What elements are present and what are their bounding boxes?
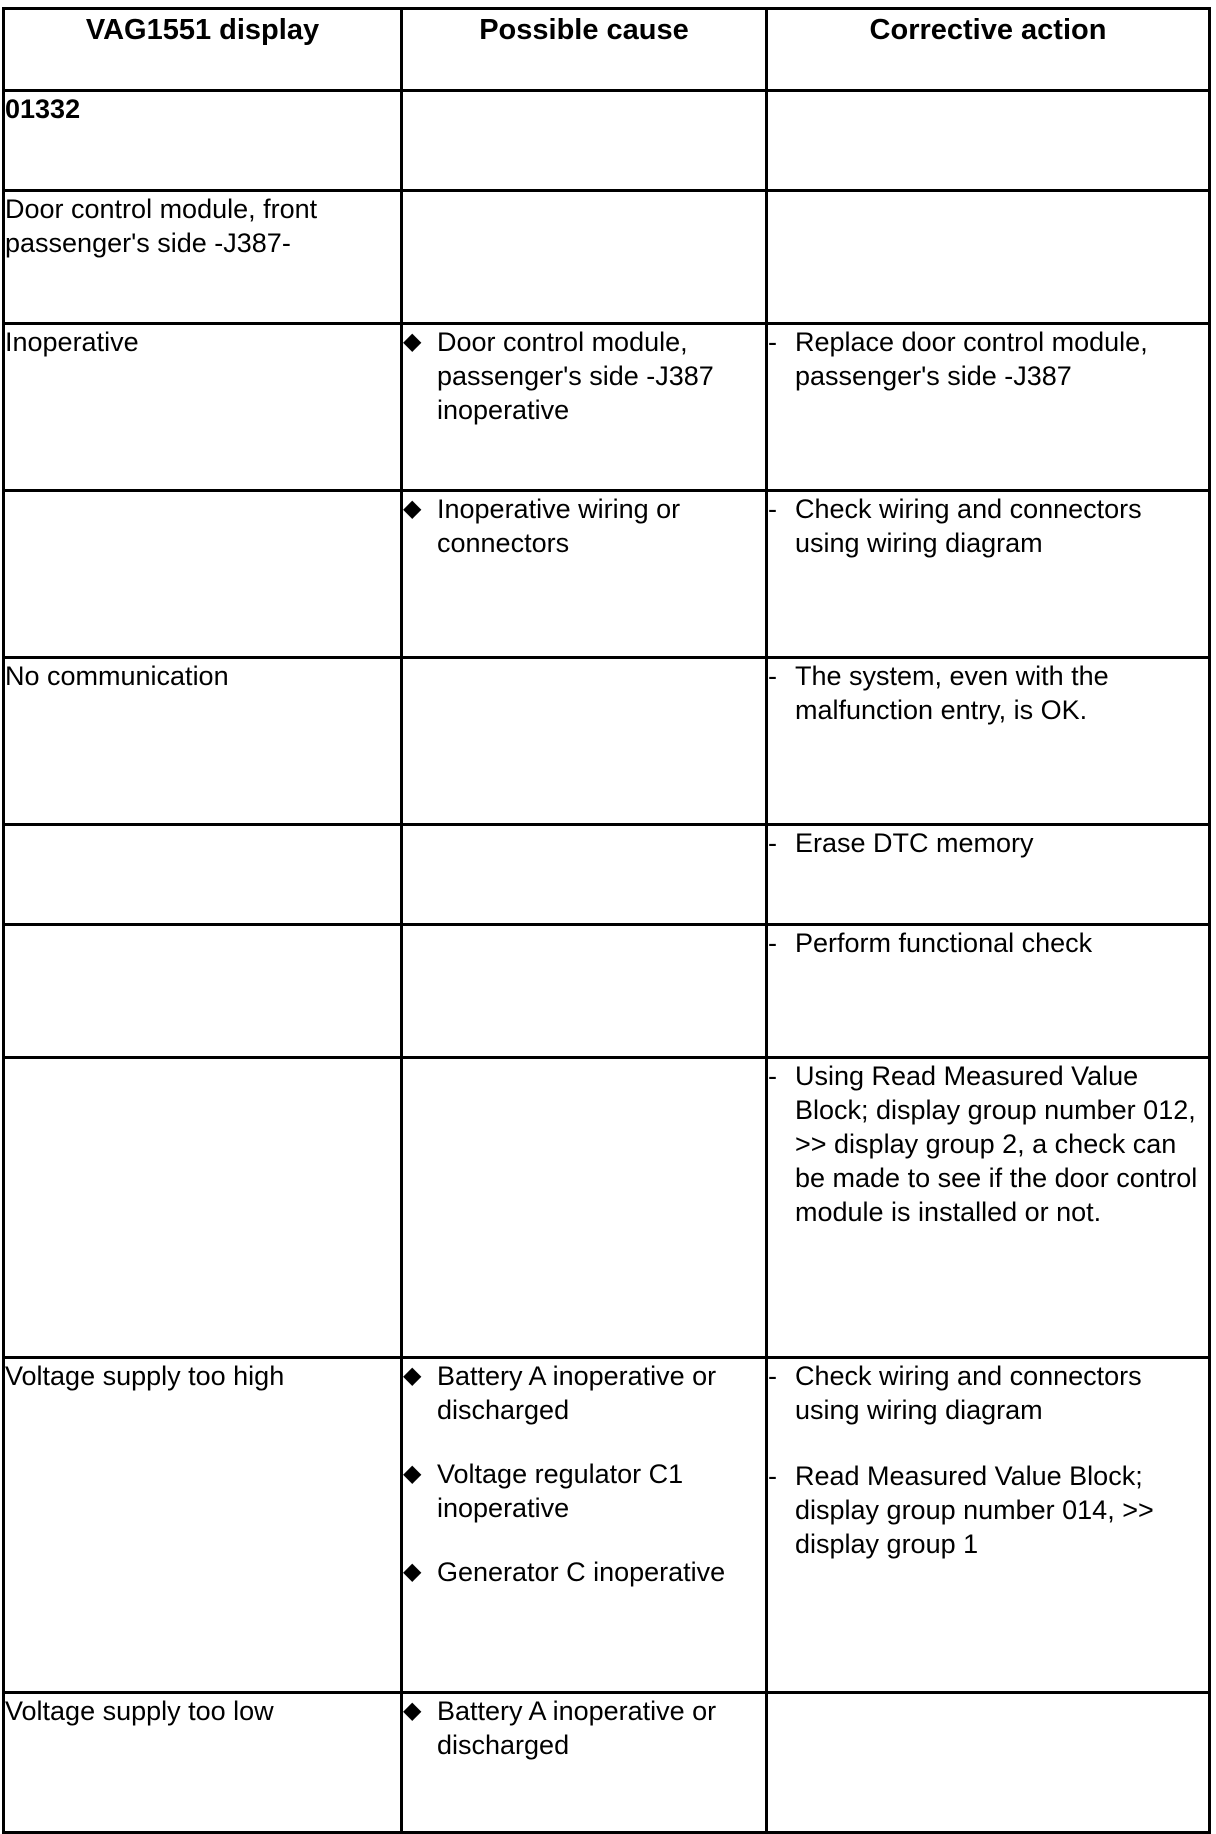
action-cell	[767, 925, 1210, 1058]
cause-item	[403, 325, 765, 427]
table-row	[4, 925, 1210, 1058]
cause-item	[403, 1555, 765, 1589]
black-diamond-icon: ◆	[403, 328, 422, 355]
display-cell	[4, 491, 402, 658]
action-text: The system, even with the malfunction entry, is OK.	[795, 661, 1109, 725]
cause-cell	[402, 91, 767, 191]
cause-cell	[402, 324, 767, 491]
cause-cell	[402, 925, 767, 1058]
black-diamond-icon: ◆	[403, 1362, 422, 1389]
display-text: Inoperative	[5, 327, 139, 357]
action-item	[768, 659, 1208, 727]
display-cell	[4, 1693, 402, 1833]
cause-cell	[402, 825, 767, 925]
cause-cell	[402, 1058, 767, 1358]
display-cell	[4, 324, 402, 491]
action-cell	[767, 191, 1210, 324]
action-item	[768, 1359, 1208, 1427]
action-cell	[767, 1058, 1210, 1358]
action-item	[768, 1059, 1208, 1229]
action-cell	[767, 658, 1210, 825]
display-text: No communication	[5, 661, 229, 691]
action-text: Check wiring and connectors using wiring diagram	[795, 494, 1142, 558]
dash-marker: -	[768, 494, 777, 524]
action-text: Read Measured Value Block; display group number 014, >> display group 1	[795, 1461, 1154, 1559]
header-possible-cause: Possible cause	[402, 9, 767, 91]
cause-text: Voltage regulator C1 inoperative	[437, 1459, 684, 1523]
cause-cell	[402, 1358, 767, 1693]
black-diamond-icon: ◆	[403, 1460, 422, 1487]
dash-marker: -	[768, 661, 777, 691]
action-text: Using Read Measured Value Block; display group number 012, >> display group 2, a check can be made to see if the door control module is installed or not.	[795, 1061, 1198, 1227]
table-row	[4, 1693, 1210, 1833]
cause-cell	[402, 658, 767, 825]
dash-marker: -	[768, 1361, 777, 1391]
display-text: 01332	[5, 94, 81, 124]
cause-item	[403, 1457, 765, 1525]
cause-text: Inoperative wiring or connectors	[437, 494, 681, 558]
dash-marker: -	[768, 828, 777, 858]
dash-marker: -	[768, 928, 777, 958]
cause-text: Door control module, passenger's side -J387 inoperative	[437, 327, 714, 425]
black-diamond-icon: ◆	[403, 1558, 422, 1585]
black-diamond-icon: ◆	[403, 1697, 422, 1724]
action-item	[768, 826, 1208, 860]
table-row	[4, 324, 1210, 491]
action-text: Check wiring and connectors using wiring diagram	[795, 1361, 1142, 1425]
action-text: Erase DTC memory	[795, 828, 1034, 858]
action-item	[768, 1459, 1208, 1561]
display-cell	[4, 1058, 402, 1358]
display-cell	[4, 825, 402, 925]
action-text: Perform functional check	[795, 928, 1093, 958]
display-text: Door control module, front passenger's side -J387-	[5, 194, 318, 258]
black-diamond-icon: ◆	[403, 495, 422, 522]
display-cell	[4, 925, 402, 1058]
cause-item	[403, 1359, 765, 1427]
action-cell	[767, 1358, 1210, 1693]
action-cell	[767, 825, 1210, 925]
display-cell	[4, 658, 402, 825]
cause-cell	[402, 1693, 767, 1833]
dash-marker: -	[768, 1461, 777, 1491]
display-cell	[4, 191, 402, 324]
header-vag1551-display: VAG1551 display	[4, 9, 402, 91]
action-item	[768, 926, 1208, 960]
dash-marker: -	[768, 327, 777, 357]
table-row	[4, 825, 1210, 925]
cause-cell	[402, 191, 767, 324]
action-item	[768, 325, 1208, 393]
dash-marker: -	[768, 1061, 777, 1091]
cause-item	[403, 492, 765, 560]
cause-item	[403, 1694, 765, 1762]
diagnostic-table	[2, 7, 1211, 1834]
header-corrective-action: Corrective action	[767, 9, 1210, 91]
header-row	[4, 9, 1210, 91]
display-text: Voltage supply too low	[5, 1696, 274, 1726]
action-cell	[767, 91, 1210, 191]
action-item	[768, 492, 1208, 560]
cause-text: Generator C inoperative	[437, 1557, 726, 1587]
action-text: Replace door control module, passenger's side -J387	[795, 327, 1148, 391]
table-row	[4, 658, 1210, 825]
table-row	[4, 491, 1210, 658]
table-row	[4, 191, 1210, 324]
action-cell	[767, 324, 1210, 491]
table-row	[4, 1358, 1210, 1693]
cause-text: Battery A inoperative or discharged	[437, 1696, 717, 1760]
display-text: Voltage supply too high	[5, 1361, 285, 1391]
table-row	[4, 1058, 1210, 1358]
cause-cell	[402, 491, 767, 658]
display-cell	[4, 91, 402, 191]
table-body	[4, 91, 1210, 1833]
action-cell	[767, 1693, 1210, 1833]
table-row	[4, 91, 1210, 191]
cause-text: Battery A inoperative or discharged	[437, 1361, 717, 1425]
display-cell	[4, 1358, 402, 1693]
action-cell	[767, 491, 1210, 658]
